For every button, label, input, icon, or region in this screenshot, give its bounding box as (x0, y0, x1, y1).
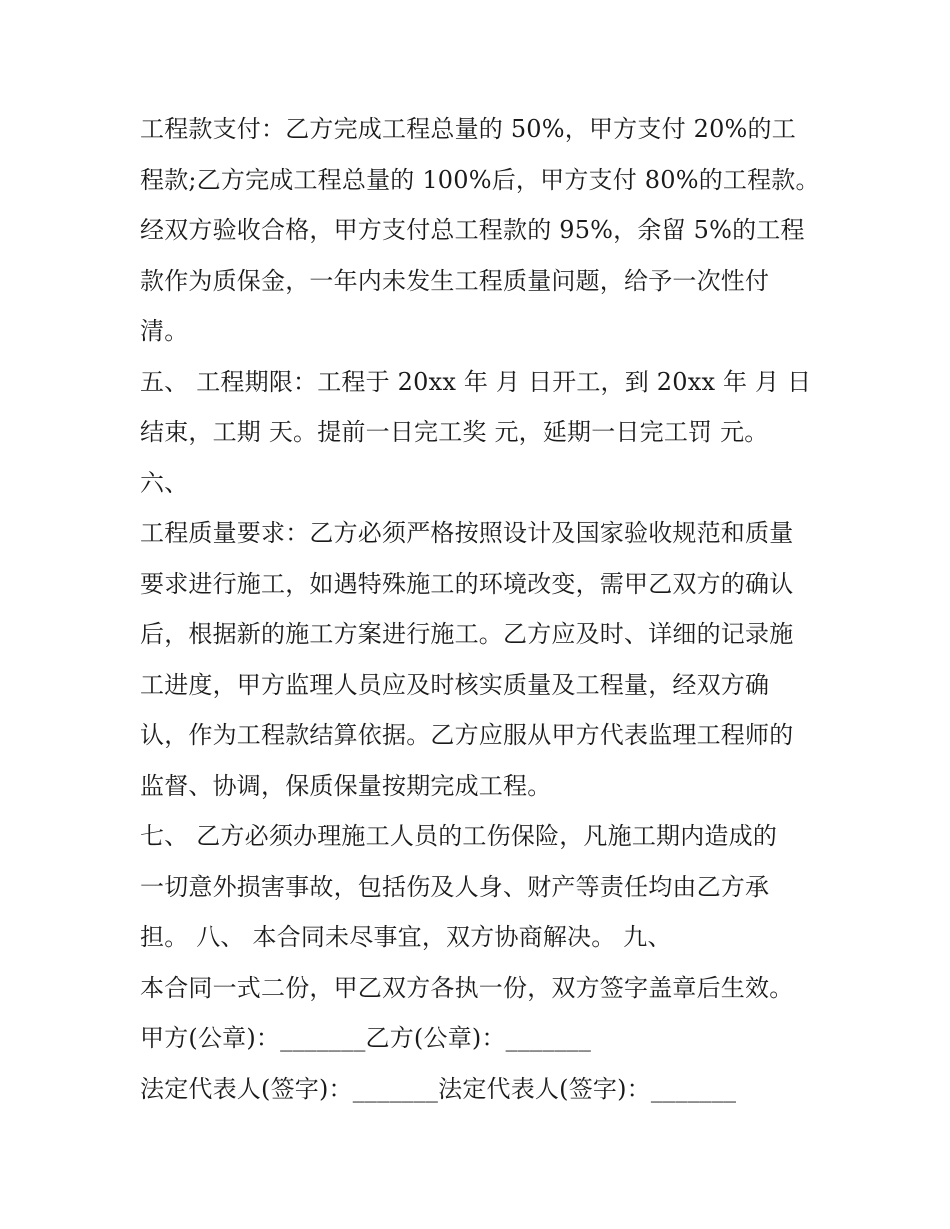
text-line-insurance-2: 一切意外损害事故，包括伤及人身、财产等责任均由乙方承 (140, 872, 770, 901)
text-line-period-1: 五、 工程期限：工程于 20xx 年 月 日开工，到 20xx 年 月 日 (140, 367, 812, 396)
text-line-payment-1: 工程款支付：乙方完成工程总量的 50%，甲方支付 20%的工 (140, 115, 796, 143)
text-line-insurance-1: 七、 乙方必须办理施工人员的工伤保险，凡施工期内造成的 (140, 822, 778, 850)
text-line-quality-2: 要求进行施工，如遇特殊施工的环境改变，需甲乙双方的确认 (140, 569, 794, 598)
text-line-quality-1: 工程质量要求：乙方必须严格按照设计及国家验收规范和质量 (140, 519, 794, 547)
section-heading-six: 六、 (140, 468, 189, 497)
signature-line-seal: 甲方(公章)：_______乙方(公章)：_______ (140, 1024, 592, 1052)
text-line-quality-5: 认，作为工程款结算依据。乙方应服从甲方代表监理工程师的 (140, 721, 794, 749)
text-line-payment-5: 清。 (140, 317, 189, 345)
document-body (140, 104, 830, 1114)
signature-line-representative: 法定代表人(签字)：_______法定代表人(签字)：_______ (140, 1074, 737, 1103)
text-line-quality-6: 监督、协调，保质保量按期完成工程。 (140, 771, 552, 800)
text-line-quality-3: 后，根据新的施工方案进行施工。乙方应及时、详细的记录施 (140, 620, 794, 648)
text-line-payment-3: 经双方验收合格，甲方支付总工程款的 95%，余留 5%的工程 (140, 216, 805, 244)
text-line-period-2: 结束，工期 天。提前一日完工奖 元，延期一日完工罚 元。 (140, 418, 769, 446)
text-line-copies: 本合同一式二份，甲乙双方各执一份，双方签字盖章后生效。 (140, 973, 794, 1002)
text-line-insurance-3: 担。 八、 本合同未尽事宜，双方协商解决。 九、 (140, 923, 672, 951)
text-line-payment-4: 款作为质保金，一年内未发生工程质量问题，给予一次性付 (140, 266, 770, 295)
text-line-payment-2: 程款;乙方完成工程总量的 100%后，甲方支付 80%的工程款。 (140, 165, 820, 194)
text-line-quality-4: 工进度，甲方监理人员应及时核实质量及工程量，经双方确 (140, 670, 770, 699)
